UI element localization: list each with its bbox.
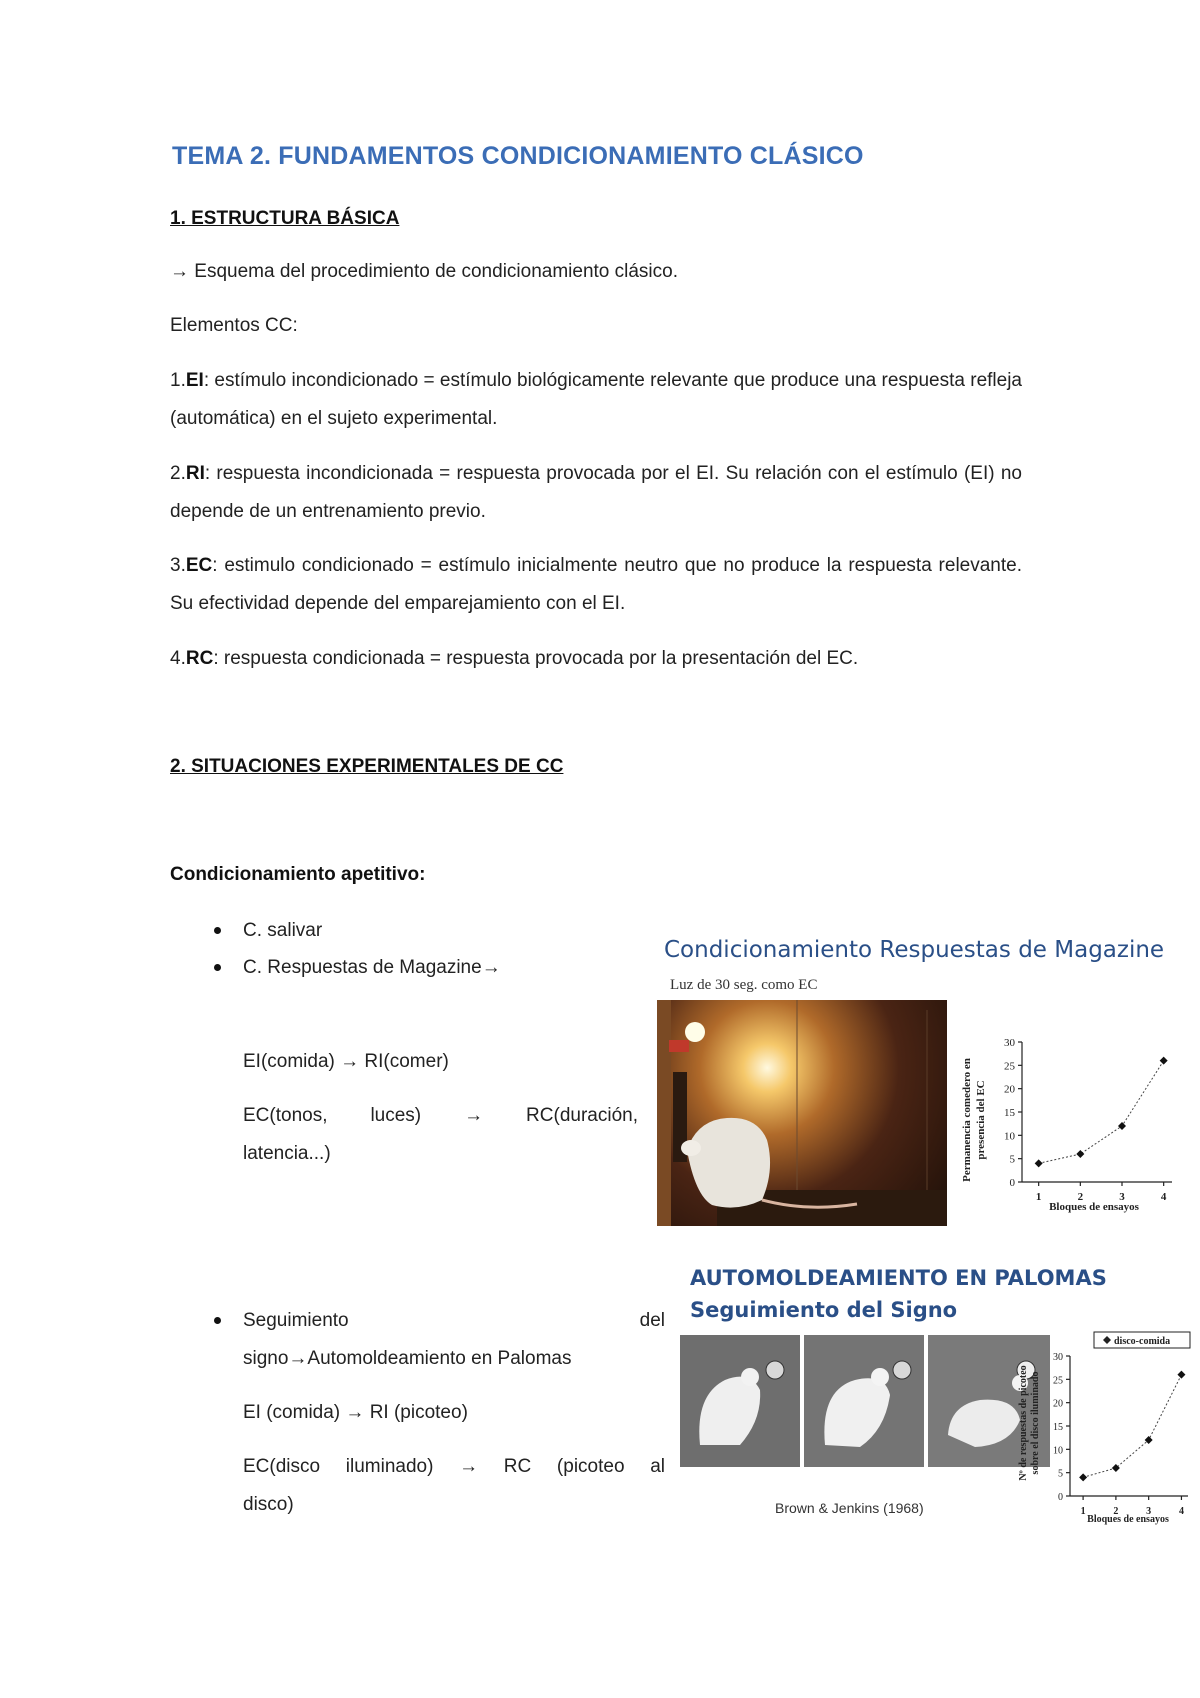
y-tick-label: 10 <box>1004 1130 1015 1143</box>
chart2-xlabel: Bloques de ensayos <box>1087 1514 1169 1525</box>
y-tick-label: 5 <box>1058 1468 1063 1480</box>
data-point <box>1160 1057 1168 1065</box>
data-point <box>1079 1473 1087 1481</box>
figure1-caption: Luz de 30 seg. como EC <box>670 977 818 993</box>
chart2-ylabel-line2: sobre el disco iluminado <box>1030 1371 1041 1475</box>
figure1-title: Condicionamiento Respuestas de Magazine <box>664 937 1165 963</box>
bullet-icon <box>214 1317 221 1324</box>
y-tick-label: 15 <box>1004 1107 1015 1119</box>
y-tick-label: 20 <box>1053 1398 1063 1410</box>
chart1-ylabel-line2: presencia del EC <box>975 1080 987 1160</box>
x-tick-label: 1 <box>1035 1191 1042 1203</box>
y-tick-label: 20 <box>1004 1083 1015 1096</box>
rat-photo-drawing <box>657 1000 947 1226</box>
figure2-title-line1: AUTOMOLDEAMIENTO EN PALOMAS <box>690 1266 1107 1290</box>
data-point <box>1177 1371 1185 1379</box>
item-text: : respuesta condicionada = respuesta provocada por la presentación del EC. <box>213 648 859 669</box>
data-point <box>1076 1150 1084 1158</box>
x-tick-label: 4 <box>1178 1506 1184 1517</box>
chart1-ylabel-line1: Permanencia comedero en <box>961 1058 973 1182</box>
bullet-magazine: C. Respuestas de Magazine→ <box>243 957 501 978</box>
bullet-icon <box>214 964 221 971</box>
chart1-xlabel: Bloques de ensayos <box>1049 1201 1139 1213</box>
item-key: RC <box>185 648 214 669</box>
pigeon-photos <box>680 1335 1050 1467</box>
definition-item <box>170 455 1022 531</box>
x-tick-label: 3 <box>1119 1191 1125 1203</box>
y-tick-label: 30 <box>1053 1352 1063 1363</box>
pigeon-ec-line: EC(disco iluminado) → RC (picoteo al <box>243 1456 665 1477</box>
bullet-icon <box>214 927 221 934</box>
definition-item <box>170 640 858 678</box>
arrow-line: → Esquema del procedimiento de condicionamiento clásico. <box>170 261 678 282</box>
series-line <box>1083 1375 1181 1478</box>
item-key: RI <box>185 463 205 484</box>
item-number: 2. <box>170 463 186 484</box>
y-tick-label: 15 <box>1053 1422 1063 1433</box>
data-point <box>1118 1122 1126 1130</box>
y-tick-label: 0 <box>1009 1177 1015 1189</box>
y-tick-label: 10 <box>1053 1445 1063 1457</box>
data-point <box>1035 1159 1043 1167</box>
page-title: TEMA 2. FUNDAMENTOS CONDICIONAMIENTO CLÁSICO <box>172 142 864 170</box>
pigeon-photos-drawing <box>680 1335 1050 1467</box>
data-point <box>1112 1464 1120 1472</box>
item-text: : respuesta incondicionada = respuesta provocada por el EI. Su relación con el estímulo (EI) no depende de un entrenamiento previo. <box>170 463 1022 522</box>
pigeon-ei-line: EI (comida) → RI (picoteo) <box>243 1402 468 1423</box>
definition-item <box>170 362 1022 438</box>
item-number: 3. <box>170 555 186 576</box>
item-number: 4. <box>170 648 186 669</box>
y-tick-label: 0 <box>1058 1492 1063 1503</box>
item-number: 1. <box>170 370 186 391</box>
section-heading-estructura: 1. ESTRUCTURA BÁSICA <box>170 208 400 229</box>
magazine-chart <box>952 1000 1192 1226</box>
rat-photo <box>657 1000 947 1226</box>
y-tick-label: 5 <box>1009 1153 1015 1166</box>
x-tick-label: 2 <box>1113 1506 1119 1517</box>
item-text: : estímulo incondicionado = estímulo biológicamente relevante que produce una respuesta refleja (automática) en el sujeto experimental. <box>170 370 1022 429</box>
chart2-legend-label: disco-comida <box>1114 1336 1171 1347</box>
chart2-ylabel-line1: Nº de respuestas de picoteo <box>1018 1365 1029 1481</box>
figure2-credit: Brown & Jenkins (1968) <box>775 1500 924 1516</box>
elements-label: Elementos CC: <box>170 315 298 336</box>
magazine-ec-line: EC(tonos, luces) → RC(duración, <box>243 1105 638 1126</box>
y-tick-label: 30 <box>1004 1037 1015 1049</box>
bullet-salivar: C. salivar <box>243 920 323 941</box>
definition-item <box>170 547 1022 623</box>
figure2-title-line2: Seguimiento del Signo <box>690 1298 958 1322</box>
pigeon-ec-line-cont: disco) <box>243 1494 294 1515</box>
section-heading-situaciones: 2. SITUACIONES EXPERIMENTALES DE CC <box>170 756 564 777</box>
x-tick-label: 2 <box>1077 1191 1084 1203</box>
x-tick-label: 4 <box>1160 1191 1167 1203</box>
pigeon-chart <box>1010 1328 1195 1528</box>
x-tick-label: 1 <box>1080 1506 1086 1517</box>
x-tick-label: 3 <box>1146 1506 1152 1517</box>
bullet-seguimiento: Seguimiento del <box>243 1310 665 1331</box>
magazine-ec-line-cont: latencia...) <box>243 1143 331 1164</box>
series-line <box>1039 1061 1164 1164</box>
magazine-ei-line: EI(comida) → RI(comer) <box>243 1051 449 1072</box>
item-text: : estimulo condicionado = estímulo inicialmente neutro que no produce la respuesta relevante. Su efectividad depende del emparejamiento con el EI. <box>170 555 1022 614</box>
bullet-seguimiento-cont: signo→Automoldeamiento en Palomas <box>243 1348 572 1369</box>
item-key: EC <box>185 555 213 576</box>
y-tick-label: 25 <box>1053 1375 1063 1387</box>
sub-heading-apetitivo: Condicionamiento apetitivo: <box>170 864 426 885</box>
y-tick-label: 25 <box>1004 1060 1015 1073</box>
item-key: EI <box>185 370 204 391</box>
